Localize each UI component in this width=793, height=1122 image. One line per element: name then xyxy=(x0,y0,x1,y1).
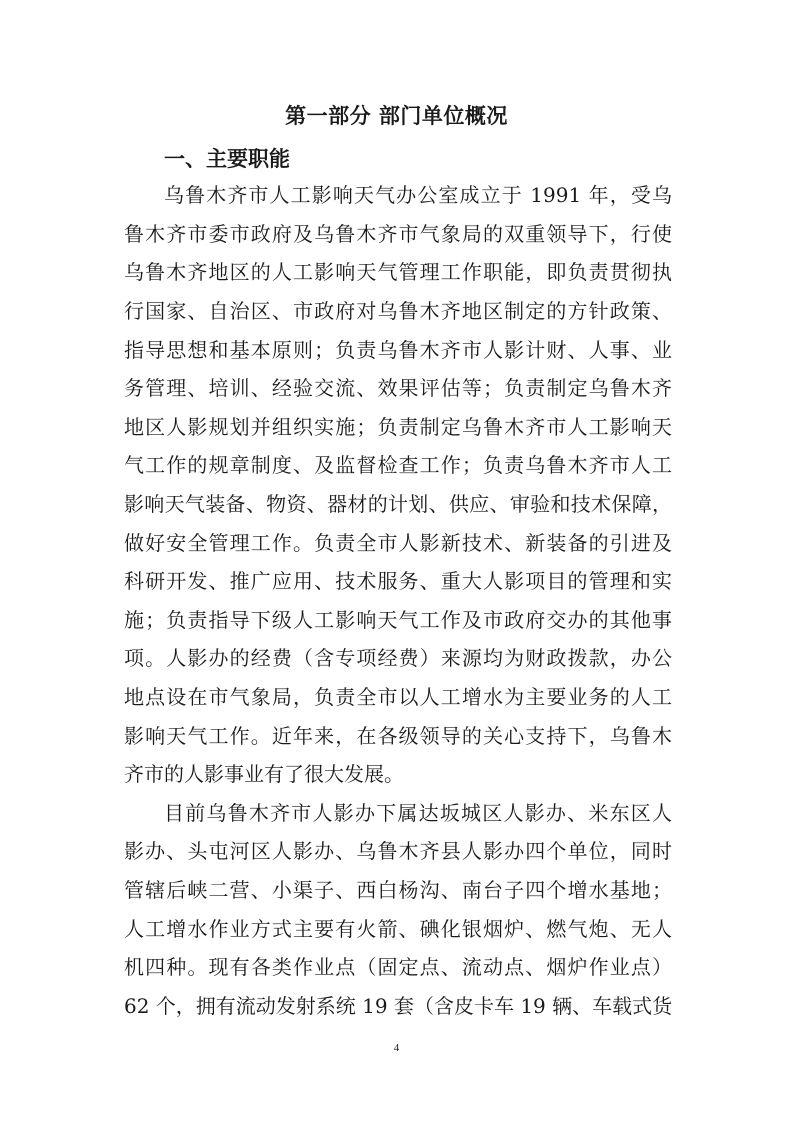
paragraph-1-line-13: 项。人影办的经费（含专项经费）来源均为财政拨款，办公 xyxy=(124,646,672,670)
paragraph-1-line-10: 做好安全管理工作。负责全市人影新技术、新装备的引进及 xyxy=(124,531,672,555)
page-number: 4 xyxy=(393,1042,400,1054)
paragraph-1-line-15: 影响天气工作。近年来，在各级领导的关心支持下，乌鲁木 xyxy=(124,724,672,748)
section-heading: 一、主要职能 xyxy=(164,147,290,171)
paragraph-2-line-3: 管辖后峡二营、小渠子、西白杨沟、南台子四个增水基地； xyxy=(124,878,672,902)
paragraph-1-line-7: 地区人影规划并组织实施；负责制定乌鲁木齐市人工影响天 xyxy=(124,415,672,439)
paragraph-1-line-3: 乌鲁木齐地区的人工影响天气管理工作职能，即负责贯彻执 xyxy=(124,260,672,284)
paragraph-1-line-8: 气工作的规章制度、及监督检查工作；负责乌鲁木齐市人工 xyxy=(124,453,672,477)
paragraph-1-line-2: 鲁木齐市委市政府及乌鲁木齐市气象局的双重领导下，行使 xyxy=(124,222,672,246)
paragraph-1-line-1: 乌鲁木齐市人工影响天气办公室成立于 1991 年，受乌 xyxy=(164,183,672,207)
paragraph-1-line-6: 务管理、培训、经验交流、效果评估等；负责制定乌鲁木齐 xyxy=(124,376,672,400)
paragraph-1-line-5: 指导思想和基本原则；负责乌鲁木齐市人影计财、人事、业 xyxy=(124,338,672,362)
paragraph-2-line-4: 人工增水作业方式主要有火箭、碘化银烟炉、燃气炮、无人 xyxy=(124,917,672,941)
paragraph-2-line-6: 62 个，拥有流动发射系统 19 套（含皮卡车 19 辆、车载式货 xyxy=(124,994,673,1018)
paragraph-1-line-11: 科研开发、推广应用、技术服务、重大人影项目的管理和实 xyxy=(124,569,672,593)
paragraph-2-line-5: 机四种。现有各类作业点（固定点、流动点、烟炉作业点） xyxy=(124,955,672,979)
paragraph-1-line-9: 影响天气装备、物资、器材的计划、供应、审验和技术保障， xyxy=(124,492,672,516)
paragraph-2-line-1: 目前乌鲁木齐市人影办下属达坂城区人影办、米东区人 xyxy=(164,801,672,825)
paragraph-1-line-12: 施；负责指导下级人工影响天气工作及市政府交办的其他事 xyxy=(124,608,672,632)
paragraph-1-line-14: 地点设在市气象局，负责全市以人工增水为主要业务的人工 xyxy=(124,685,672,709)
paragraph-2-line-2: 影办、头屯河区人影办、乌鲁木齐县人影办四个单位，同时 xyxy=(124,839,672,863)
paragraph-1-line-16: 齐市的人影事业有了很大发展。 xyxy=(124,762,404,786)
paragraph-1-line-4: 行国家、自治区、市政府对乌鲁木齐地区制定的方针政策、 xyxy=(124,299,672,323)
part-title: 第一部分 部门单位概况 xyxy=(285,104,508,128)
